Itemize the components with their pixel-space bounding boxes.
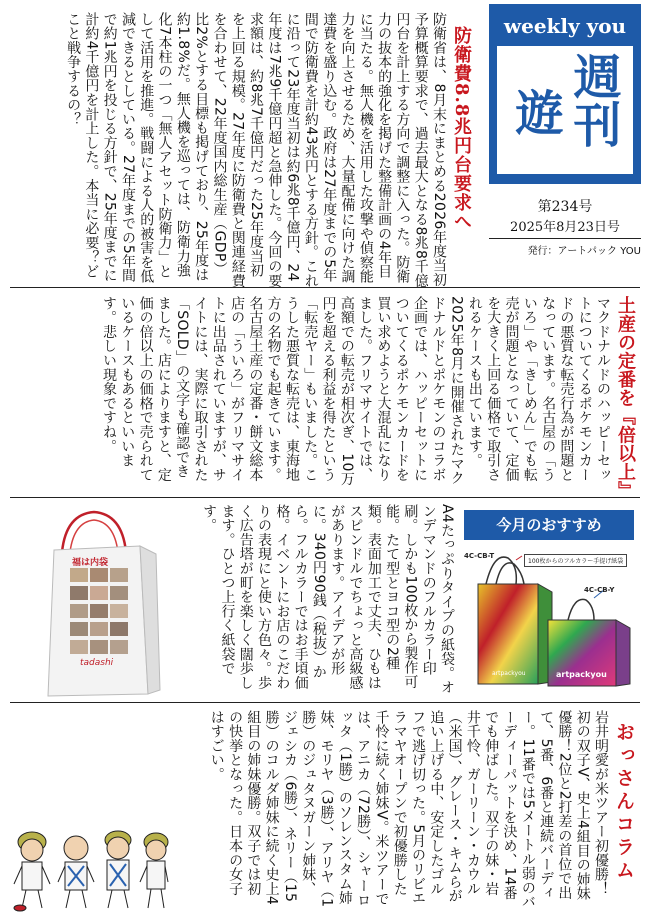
divider-1 xyxy=(10,287,640,288)
masthead-date: 2025年8月23日号 xyxy=(510,220,620,235)
masthead-title-right: 週刊 xyxy=(565,52,621,148)
article-souvenir xyxy=(8,292,642,500)
masthead xyxy=(489,4,641,278)
article-defense xyxy=(8,8,478,288)
label-right: 4C-CB-Y xyxy=(584,586,615,594)
label-left: 4C-CB-T xyxy=(464,552,495,560)
recommend-section xyxy=(8,502,642,698)
article-defense-body: 防衛省は、8月末にまとめる2026年度当初予算概算要求で、過去最大となる8兆8千億円台を計上する方向で調整に入った。防衛力の抜本的強化を掲げた整備計画の4年目に当たる。無人機を活用した攻撃や偵察能力を向上させるため、大量配備に向けた調達費を盛り込む。政府は27年度までの5年間で防衛費を計約43兆円とする方針。これに沿って23年度当初は約6兆8千億円、24年度は7兆9千億円超と急伸した。今回の要求額は、約8兆7千億円だった25年度当初を上回る規模。27年度に防衛費と関連経費を合わせて、22年度国内総生産（GDP）比2%とする目標も掲げており、25年度は約1.8%だ。無人機を巡っては、防衛力強化7本柱の一つ「無人アセット防衛力」として活用を推進。戦闘による人的被害を低減できるとしている。27年度までの5年間で約1兆円を投じる方針で、25年度までに計約4千億円を計上した。本当に必要？どこと戦争するの？ xyxy=(65,12,447,288)
bag-photo-text: 福は内袋 xyxy=(72,558,109,568)
label-box: 100枚からのフルカラー手提げ紙袋 xyxy=(524,554,627,567)
recommend-banner: 今月のおすすめ xyxy=(464,510,634,540)
bag-photo xyxy=(14,506,174,698)
ossan-column xyxy=(8,706,642,914)
divider-3 xyxy=(10,702,640,703)
bag-photo-sign: tadashi xyxy=(80,658,114,668)
mascots xyxy=(10,820,170,912)
divider-2 xyxy=(10,497,640,498)
masthead-issue: 第234号 xyxy=(537,199,593,215)
cartoon-men-illustration xyxy=(10,820,170,912)
colored-bags-illustration xyxy=(456,552,640,698)
masthead-divider xyxy=(489,238,641,239)
article-souvenir-body: マクドナルドのハッピーセットについてくるポケモンカードの悪質な転売行為が問題となっています。名古屋の「ういろ」や「きしめん」でも転売が問題となっていて、定価を大きく上回る価格で取引されるケースも出ています。2025年8月に開催されたマクドナルドとポケモンのコラボ企画では、ハッピーセットについてくるポケモンカードを買い求めようと大混乱になりました。フリマサイトでは、高額での転売が相次ぎ、10万円を超える利益を得たという「転売ヤー」もいました。こうした悪質な転売は、東海地方の名物でも起きています。名古屋土産の定番・餅文総本店の「ういろ」がフリマサイトに出品されていますが、サイトには、実際に取引された「SOLD」の文字も確認できました。店によりますと、定価の倍以上の価格で売られているケースもあるといいます。悲しい現象ですね。 xyxy=(100,296,611,487)
masthead-publisher: 発行：アートパック YOU xyxy=(527,246,641,257)
article-souvenir-headline: 土産の定番を『倍以上』 xyxy=(615,296,636,500)
ossan-body: 岩井明愛が米ツアー初優勝！初の双子V、史上4組目の姉妹優勝！2位と2打差の首位で出て、5番、6番と連続バーディー。11番では5メートル弱のバーディーパットを決め、14番でも伸ばした。双子の妹・岩井千怜、ガーリーン・カウル（米国）、グレース・キムらが追い上げる中、安定したゴルフで逃げ切った。5月のリビエラマヤオープンで初優勝した千怜に続く姉妹V。米ツアーでは、アニカ（72勝）、シャーロッタ（1勝）のソレンスタム姉妹、モリヤ（3勝）、アリヤ（1勝）のジュタヌガーン姉妹、ジェシカ（6勝）、ネリー（15勝）のコルダ姉妹に続く史上4組目の姉妹優勝。双子では初の快挙となった。日本の女子はすごい。 xyxy=(208,710,609,910)
brand-left: artpackyou xyxy=(492,670,526,677)
recommend-body: A4たっぷりタイプの紙袋。オンデマンドのフルカラー印刷。しかも100枚から製作可能。たて型とヨコ型の2種類。表面加工で丈夫、ひもはスピンドルでちょっと高級感があります。アイデアが形に。340円90銭（税抜）から。フルカラーではお手頃価格。イベントにお店のこだわりの表現にと使い方色々。歩く広告塔が町を楽しく闊歩します。ひとつ上行く紙袋です。 xyxy=(201,504,455,695)
product-illustration xyxy=(456,552,640,698)
brand-right: artpackyou xyxy=(556,670,607,679)
masthead-title-left: 遊 xyxy=(507,88,563,136)
article-defense-headline: 防衛費8.8兆円台要求へ xyxy=(451,26,472,232)
masthead-weekly: weekly you xyxy=(503,14,627,38)
paper-bag-illustration xyxy=(14,506,174,698)
ossan-headline: おっさんコラム xyxy=(613,722,635,883)
